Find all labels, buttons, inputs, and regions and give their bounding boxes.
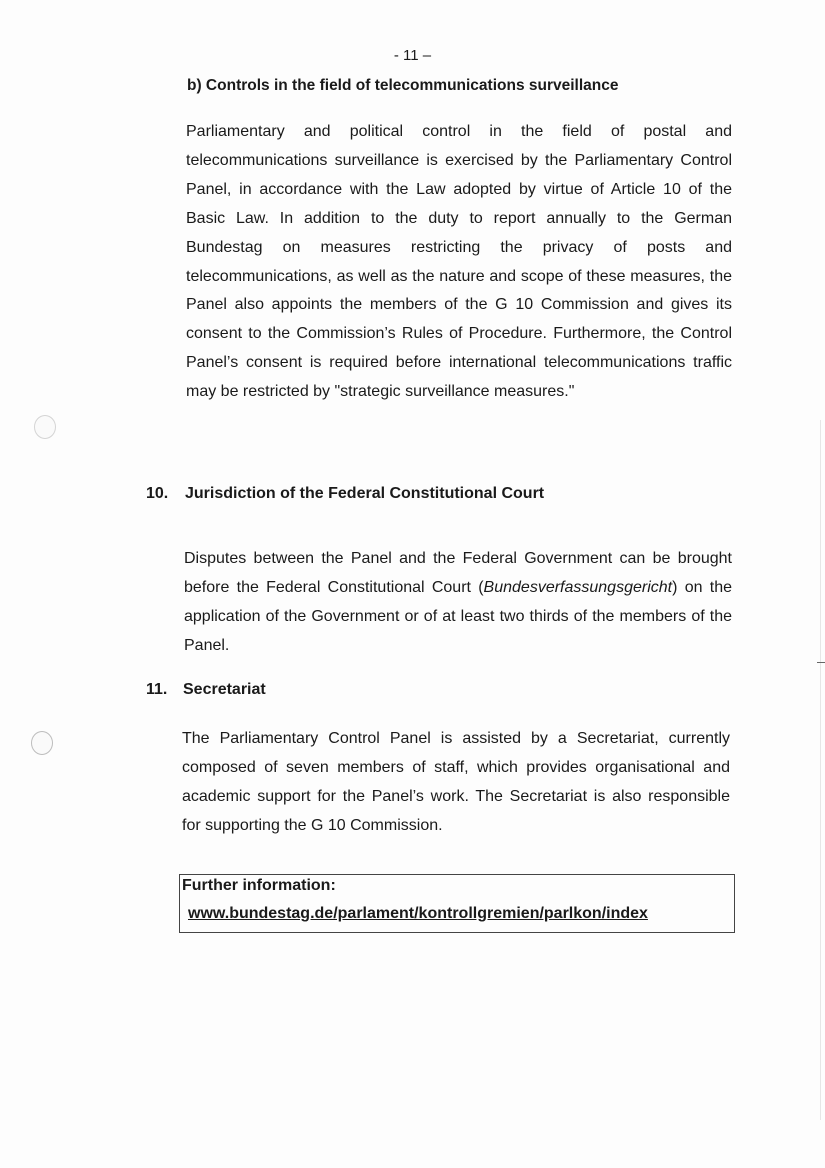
paragraph-jurisdiction (184, 545, 732, 661)
punch-hole-mark (31, 731, 53, 755)
paragraph-telecom-surveillance: Parliamentary and political control in the field of postal and telecommunications surveillance is exercised by the Parliamentary Control Panel, in accordance with the Law adopted by virtue of Article 10 of the Basic Law. In addition to the duty to report annually to the German Bundestag on measures restricting the privacy of posts and telecommunications, as well as the nature and scope of these measures, the Panel also appoints the members of the G 10 Commission and gives its consent to the Commission’s Rules of Procedure. Furthermore, the Control Panel’s consent is required before international telecommunications traffic may be restricted by "strategic surveillance measures." (186, 123, 732, 401)
page-number: - 11 – (393, 47, 432, 64)
paragraph-secretariat: The Parliamentary Control Panel is assisted by a Secretariat, currently composed of seven members of staff, which provides organisational and academic support for the Panel’s work. The Secretariat is also responsible for supporting the G 10 Commission. (182, 730, 730, 834)
paragraph-text: Disputes between the Panel and the Federal Government can be brought before the Federal Constitutional Court ( (184, 550, 732, 596)
court-name-italic: Bundesverfassungsgericht (483, 578, 673, 596)
further-information-box (179, 874, 735, 933)
subsection-heading-b: b) Controls in the field of telecommunications surveillance (187, 77, 619, 94)
scan-edge-mark (817, 662, 825, 663)
scan-edge-line (820, 420, 821, 1120)
section-number: 10. (146, 485, 169, 502)
punch-hole-mark (34, 415, 56, 439)
further-information-label: Further information: (182, 877, 336, 894)
section-title: Secretariat (183, 681, 266, 698)
further-information-link[interactable]: www.bundestag.de/parlament/kontrollgremien/parlkon/index (188, 905, 648, 922)
paragraph-text: ) on the application of the Government or of at least two thirds of the members of the Panel. (184, 578, 732, 654)
section-title: Jurisdiction of the Federal Constitutional Court (185, 485, 545, 502)
section-number: 11. (146, 681, 168, 698)
